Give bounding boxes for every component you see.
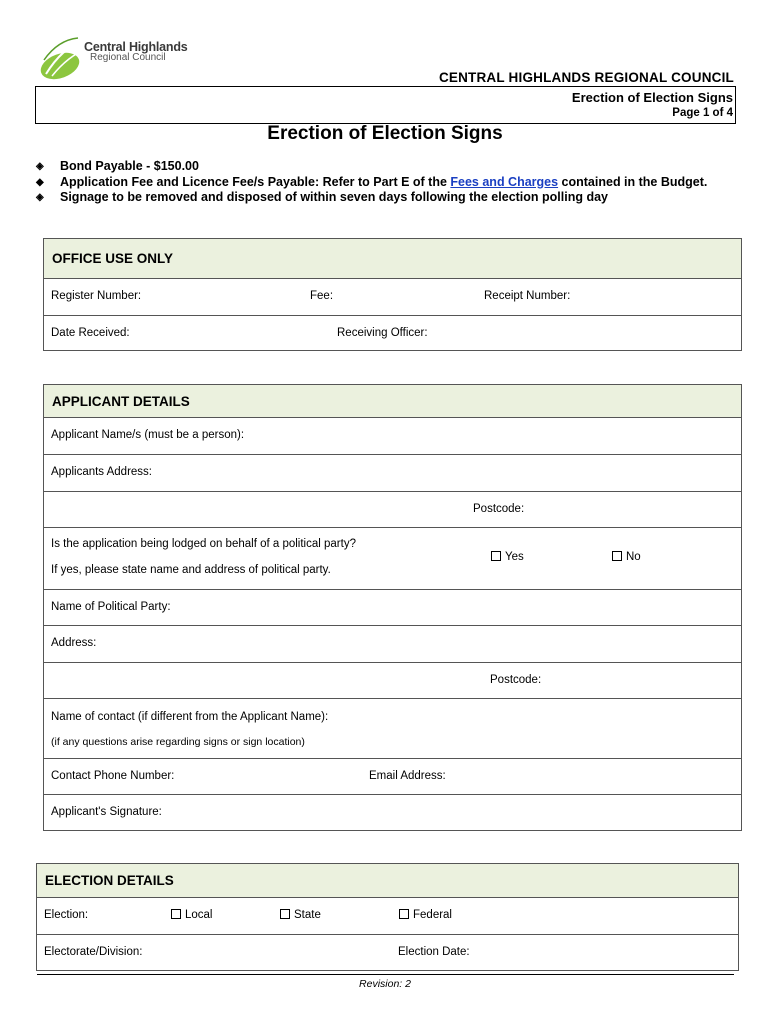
applicant-details-section [43, 384, 742, 831]
applicant-header [44, 385, 741, 417]
footer-divider [37, 974, 734, 975]
applicant-postcode-row[interactable] [44, 491, 741, 527]
fee-label: Fee: [310, 290, 334, 302]
election-details-section [36, 863, 739, 971]
contact-name-label: Name of contact (if different from the Applicant Name): [51, 711, 329, 723]
federal-option[interactable] [399, 909, 452, 921]
yes-checkbox[interactable] [491, 551, 501, 561]
political-party-question: Is the application being lodged on behalf of a political party? [51, 538, 356, 550]
party-postcode-row[interactable] [44, 662, 741, 698]
office-use-header [44, 239, 741, 278]
logo-title: Central Highlands [84, 40, 188, 54]
political-party-question-row [44, 527, 741, 589]
office-row-1 [44, 278, 741, 315]
election-label: Election: [44, 909, 89, 921]
contact-name-note: (if any questions arise regarding signs or sign location) [51, 736, 305, 748]
bullet-fees [36, 175, 736, 191]
diamond-bullet-icon: ◆ [36, 176, 44, 188]
local-label: Local [185, 909, 213, 921]
header-box [35, 86, 736, 124]
applicant-names-row[interactable] [44, 417, 741, 454]
fees-and-charges-link[interactable]: Fees and Charges [450, 174, 559, 189]
applicant-postcode-label: Postcode: [473, 503, 525, 515]
state-label: State [294, 909, 321, 921]
election-type-row [37, 897, 738, 934]
federal-checkbox[interactable] [399, 909, 409, 919]
applicant-signature-label: Applicant's Signature: [51, 806, 162, 818]
contact-details-row[interactable] [44, 758, 741, 794]
party-address-row[interactable] [44, 625, 741, 662]
local-option[interactable] [171, 909, 213, 921]
council-name: CENTRAL HIGHLANDS REGIONAL COUNCIL [438, 70, 734, 85]
revision-label: Revision: 2 [359, 978, 411, 990]
state-option[interactable] [280, 909, 321, 921]
applicant-address-row[interactable] [44, 454, 741, 491]
contact-phone-label: Contact Phone Number: [51, 770, 175, 782]
info-bullet-list [36, 159, 736, 206]
election-heading: ELECTION DETAILS [45, 873, 174, 888]
election-header [37, 864, 738, 897]
electorate-row[interactable] [37, 934, 738, 970]
header-doc-title: Erection of Election Signs [571, 90, 733, 105]
office-use-section [43, 238, 742, 351]
bullet-bond-text: Bond Payable - $150.00 [60, 159, 199, 173]
contact-name-row[interactable] [44, 698, 741, 758]
party-name-row[interactable] [44, 589, 741, 625]
bullet-fees-text: Application Fee and Licence Fee/s Payable: Refer to Part E of the [60, 174, 451, 189]
no-label: No [626, 551, 641, 563]
diamond-bullet-icon: ◈ [36, 161, 44, 172]
email-address-label: Email Address: [369, 770, 446, 782]
bullet-fees-text-end: contained in the Budget. [558, 174, 708, 189]
federal-label: Federal [413, 909, 452, 921]
state-checkbox[interactable] [280, 909, 290, 919]
yes-option[interactable] [491, 551, 524, 563]
applicant-heading: APPLICANT DETAILS [52, 394, 190, 409]
party-postcode-label: Postcode: [490, 674, 542, 686]
no-checkbox[interactable] [612, 551, 622, 561]
logo-subtitle: Regional Council [90, 52, 166, 63]
no-option[interactable] [612, 551, 641, 563]
electorate-division-label: Electorate/Division: [44, 946, 143, 958]
bullet-signage-text: Signage to be removed and disposed of within seven days following the election polling day [60, 190, 608, 204]
office-row-2 [44, 315, 741, 350]
yes-label: Yes [505, 551, 524, 563]
office-use-heading: OFFICE USE ONLY [52, 251, 174, 266]
signature-row[interactable] [44, 794, 741, 830]
receiving-officer-label: Receiving Officer: [337, 327, 428, 339]
local-checkbox[interactable] [171, 909, 181, 919]
council-logo [38, 36, 198, 86]
election-date-label: Election Date: [398, 946, 470, 958]
political-party-instruction: If yes, please state name and address of political party. [51, 564, 331, 576]
applicant-address-label: Applicants Address: [51, 466, 153, 478]
date-received-label: Date Received: [51, 327, 130, 339]
page-title: Erection of Election Signs [267, 123, 503, 144]
party-address-label: Address: [51, 637, 97, 649]
applicant-names-label: Applicant Name/s (must be a person): [51, 429, 245, 441]
receipt-number-label: Receipt Number: [484, 290, 571, 302]
diamond-bullet-icon: ◈ [36, 192, 44, 203]
bullet-bond [36, 159, 736, 175]
register-number-label: Register Number: [51, 290, 142, 302]
party-name-label: Name of Political Party: [51, 601, 171, 613]
header-page-number: Page 1 of 4 [672, 107, 733, 119]
bullet-signage [36, 190, 736, 206]
